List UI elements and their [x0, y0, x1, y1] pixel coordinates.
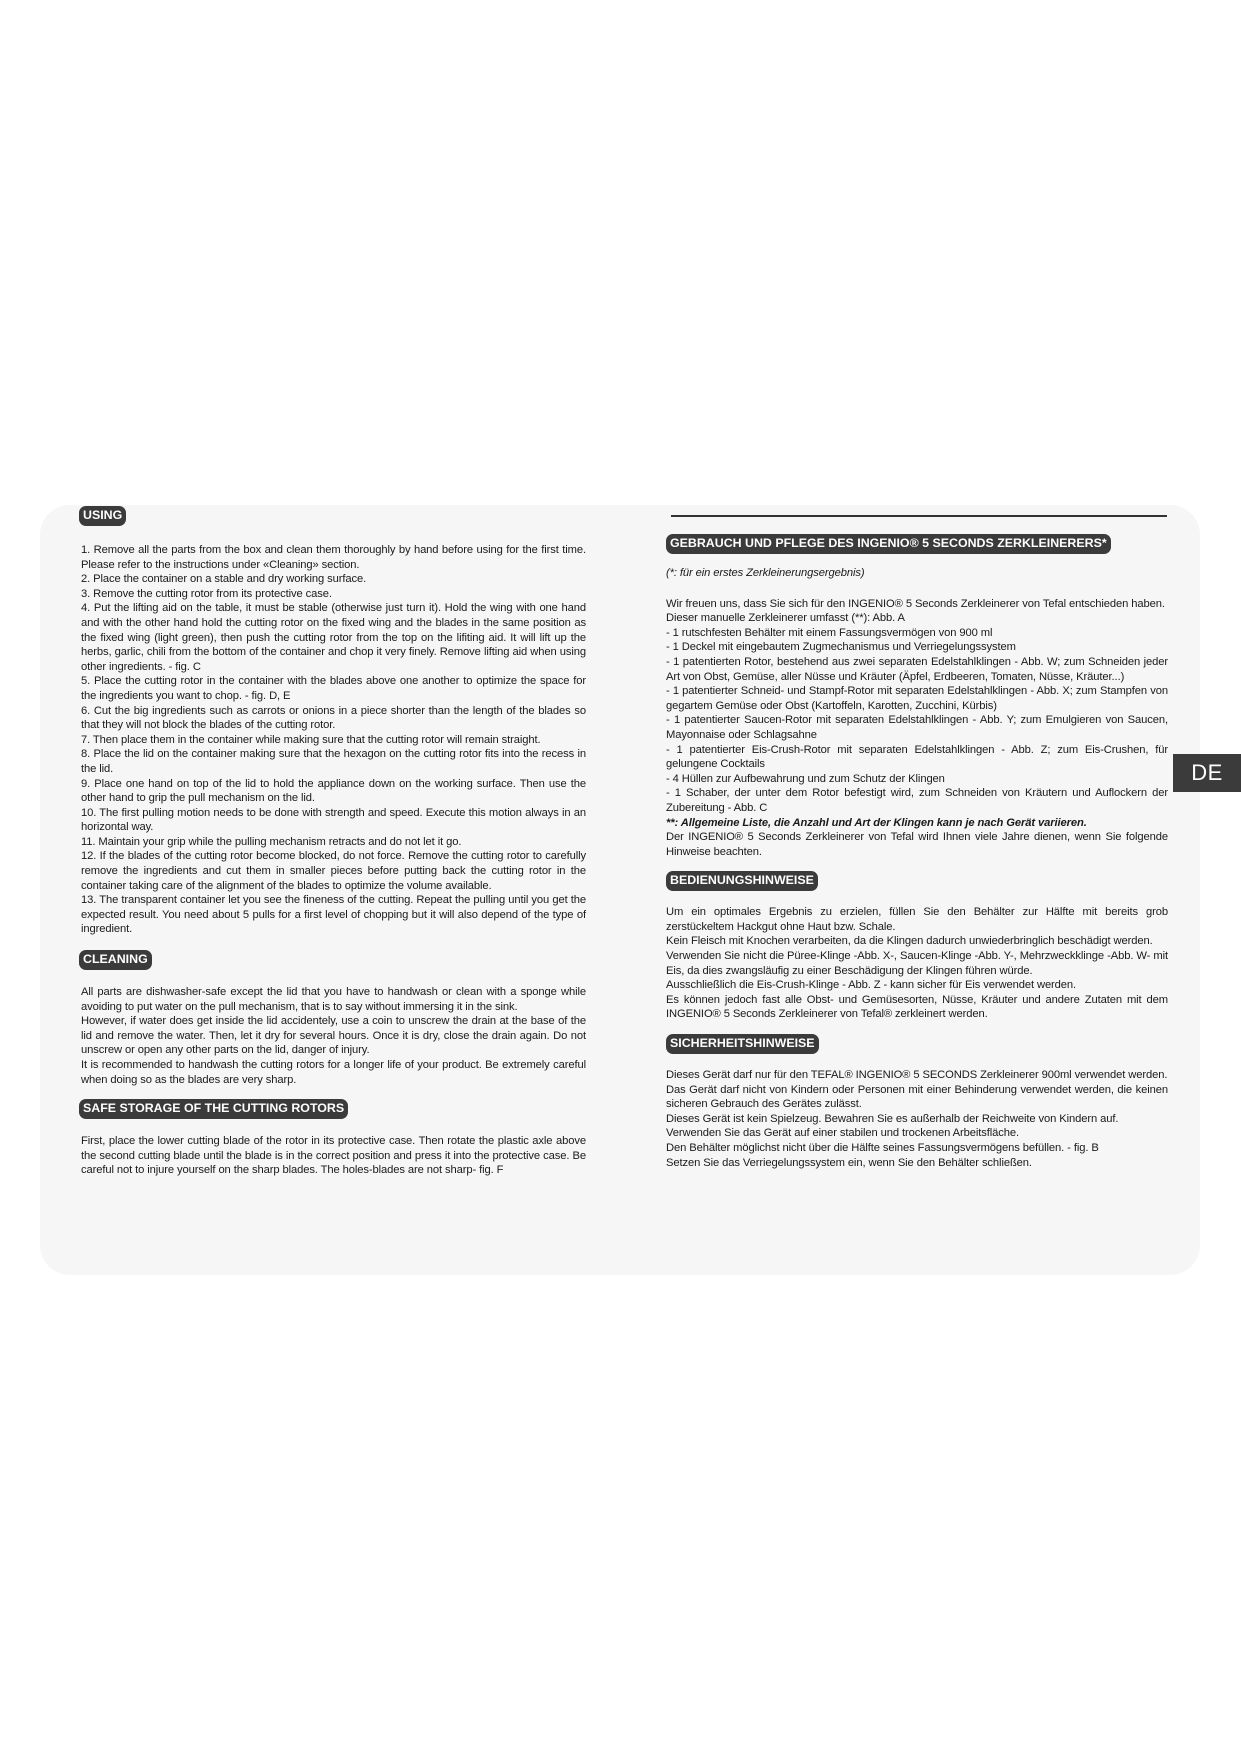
using-heading: USING: [79, 506, 126, 526]
sicherheit-line-1: Dieses Gerät darf nur für den TEFAL® INGENIO® 5 SECONDS Zerkleinerer 900ml verwendet werden.: [666, 1069, 1168, 1082]
bedienung-line-3: Verwenden Sie nicht die Püree-Klinge -Abb. X-, Saucen-Klinge -Abb. Y-, Mehrzweckklinge -Abb. W- mit Eis, da dies zwangsläufig zu einer Beschädigung der Klingen führen würde.: [666, 950, 1168, 977]
bedienung-heading: BEDIENUNGSHINWEISE: [666, 871, 818, 891]
top-rule: [671, 515, 1167, 517]
using-item-8: 8. Place the lid on the container making sure that the hexagon on the cutting rotor fits into the recess in the lid.: [81, 748, 586, 775]
using-item-13: 13. The transparent container let you see the fineness of the cutting. Repeat the pulling until you get the expected result. You need about 5 pulls for a first level of chopping but it will also depend of the type of ingredient.: [81, 894, 586, 936]
gebrauch-line-9: - 4 Hüllen zur Aufbewahrung und zum Schutz der Klingen: [666, 772, 945, 785]
using-item-3: 3. Remove the cutting rotor from its protective case.: [81, 587, 332, 600]
gebrauch-line-3: - 1 rutschfesten Behälter mit einem Fassungsvermögen von 900 ml: [666, 626, 993, 639]
cleaning-paragraph-2: However, if water does get inside the lid accidentely, use a coin to unscrew the drain at the base of the lid and remove the water. Then, let it dry for several hours. Once it is dry, close the drain again. Do not unscrew or open any other parts on the lid, danger of injury.: [81, 1015, 586, 1057]
left-column: [81, 506, 586, 1178]
using-item-5: 5. Place the cutting rotor in the container with the blades above one another to optimize the space for the ingredients you want to chop. - fig. D, E: [81, 675, 586, 702]
cleaning-paragraph-3: It is recommended to handwash the cutting rotors for a longer life of your product. Be extremely careful when doing so as the blades are very sharp.: [81, 1059, 586, 1086]
gebrauch-line-2: Dieser manuelle Zerkleinerer umfasst (**): Abb. A: [666, 612, 905, 625]
using-item-9: 9. Place one hand on top of the lid to hold the appliance down on the working surface. Then use the other hand to grip the pull mechanism on the lid.: [81, 777, 586, 805]
using-item-12: 12. If the blades of the cutting rotor become blocked, do not force. Remove the cutting rotor to carefully remove the ingredients and cut them in smaller pieces before putting back the cutting rotor in the container taking care of the alignment of the blades to optimize the volume available.: [81, 850, 586, 892]
storage-text: [81, 1134, 586, 1178]
using-item-1: 1. Remove all the parts from the box and clean them thoroughly by hand before using for the first time. Please refer to the instructions under «Cleaning» section.: [81, 544, 586, 571]
sicherheit-text: [666, 1068, 1168, 1170]
gebrauch-note: (*: für ein erstes Zerkleinerungsergebnis): [666, 567, 865, 579]
sicherheit-line-3: Dieses Gerät ist kein Spielzeug. Bewahren Sie es außerhalb der Reichweite von Kindern auf.: [666, 1112, 1119, 1125]
cleaning-paragraph-1: All parts are dishwasher-safe except the lid that you have to handwash or clean with a sponge while avoiding to put water on the pull mechanism, that is to say without immersing it in the sink.: [81, 986, 586, 1013]
gebrauch-closing: Der INGENIO® 5 Seconds Zerkleinerer von Tefal wird Ihnen viele Jahre dienen, wenn Sie folgende Hinweise beachten.: [666, 831, 1168, 858]
storage-paragraph-1: First, place the lower cutting blade of the rotor in its protective case. Then rotate the plastic axle above the second cutting blade until the blade is in the correct position and press it into the protective case. Be careful not to injure yourself on the sharp blades. The holes-blades are not sharp- fig. F: [81, 1135, 586, 1177]
sicherheit-line-6: Setzen Sie das Verriegelungssystem ein, wenn Sie den Behälter schließen.: [666, 1156, 1032, 1169]
bedienung-line-2: Kein Fleisch mit Knochen verarbeiten, da die Klingen dadurch unwiederbringlich beschädigt werden.: [666, 935, 1153, 948]
bedienung-line-4: Ausschließlich die Eis-Crush-Klinge - Abb. Z - kann sicher für Eis verwendet werden.: [666, 979, 1077, 992]
sicherheit-heading: SICHERHEITSHINWEISE: [666, 1034, 819, 1054]
gebrauch-text: [666, 597, 1168, 860]
storage-heading: SAFE STORAGE OF THE CUTTING ROTORS: [79, 1099, 348, 1119]
using-item-11: 11. Maintain your grip while the pulling mechanism retracts and do not let it go.: [81, 835, 462, 848]
using-list: [81, 543, 586, 937]
gebrauch-heading: GEBRAUCH UND PFLEGE DES INGENIO® 5 SECONDS ZERKLEINERERS*: [666, 534, 1111, 554]
using-item-6: 6. Cut the big ingredients such as carrots or onions in a piece shorter than the length of the blades so that they will not block the blades of the cutting rotor.: [81, 704, 586, 732]
bedienung-line-5: Es können jedoch fast alle Obst- und Gemüsesorten, Nüsse, Kräuter und andere Zutaten mit dem INGENIO® 5 Seconds Zerkleinerer von Tefal® zerkleinert werden.: [666, 993, 1168, 1021]
bedienung-line-1: Um ein optimales Ergebnis zu erzielen, füllen Sie den Behälter zur Hälfte mit bereits grob zerstückeltem Hackgut ohne Haut bzw. Schale.: [666, 906, 1168, 933]
using-item-2: 2. Place the container on a stable and dry working surface.: [81, 573, 367, 586]
gebrauch-line-1: Wir freuen uns, dass Sie sich für den INGENIO® 5 Seconds Zerkleinerer von Tefal entschieden haben.: [666, 597, 1165, 610]
using-item-7: 7. Then place them in the container while making sure that the cutting rotor will remain straight.: [81, 733, 541, 746]
sicherheit-line-5: Den Behälter möglichst nicht über die Hälfte seines Fassungsvermögens befüllen. - fig. B: [666, 1142, 1099, 1154]
using-item-10: 10. The first pulling motion needs to be done with strength and speed. Execute this motion always in an horizontal way.: [81, 806, 586, 834]
using-item-4: 4. Put the lifting aid on the table, it must be stable (otherwise just turn it). Hold the wing with one hand and with the other hand hold the cutting rotor on the fixed wing and the blades in the same position as the fixed wing (light green), then push the cutting rotor from the top on the lifiting aid. It will lift up the herbs, garlic, chili from the bottom of the container and chop it very finely. Remove lifting aid when using other ingredients. - fig. C: [81, 602, 586, 673]
cleaning-heading: CLEANING: [79, 950, 152, 970]
cleaning-text: [81, 985, 586, 1087]
sicherheit-line-4: Verwenden Sie das Gerät auf einer stabilen und trockenen Arbeitsfläche.: [666, 1127, 1019, 1140]
gebrauch-line-8: - 1 patentierter Eis-Crush-Rotor mit separaten Edelstahlklingen - Abb. Z; zum Eis-Crushen, für gelungene Cocktails: [666, 743, 1168, 771]
sicherheit-line-2: Das Gerät darf nicht von Kindern oder Personen mit einer Behinderung verwendet werden, die keinen sicheren Gebrauch des Gerätes zulässt.: [666, 1083, 1168, 1111]
bedienung-text: [666, 905, 1168, 1022]
gebrauch-line-6: - 1 patentierter Schneid- und Stampf-Rotor mit separaten Edelstahlklingen - Abb. X; zum Stampfen von gegartem Gemüse oder Obst (Kartoffeln, Karotten, Zucchini, Kürbis): [666, 685, 1168, 712]
gebrauch-line-10: - 1 Schaber, der unter dem Rotor befestigt wird, zum Schneiden von Kräutern und Auflockern der Zubereitung - Abb. C: [666, 787, 1168, 814]
gebrauch-line-5: - 1 patentierten Rotor, bestehend aus zwei separaten Edelstahlklingen - Abb. W; zum Schneiden jeder Art von Obst, Gemüse, aller Nüsse und Kräuter (Äpfel, Erdbeeren, Tomaten, Nüsse, Kräuter...): [666, 655, 1168, 683]
right-column: [666, 534, 1168, 1170]
language-tab-de: DE: [1173, 754, 1241, 792]
gebrauch-emphasis: **: Allgemeine Liste, die Anzahl und Art der Klingen kann je nach Gerät variieren.: [666, 816, 1087, 829]
gebrauch-line-4: - 1 Deckel mit eingebautem Zugmechanismus und Verriegelungssystem: [666, 641, 1016, 654]
gebrauch-line-7: - 1 patentierter Saucen-Rotor mit separaten Edelstahlklingen - Abb. Y; zum Emulgieren von Saucen, Mayonnaise oder Schlagsahne: [666, 714, 1168, 741]
